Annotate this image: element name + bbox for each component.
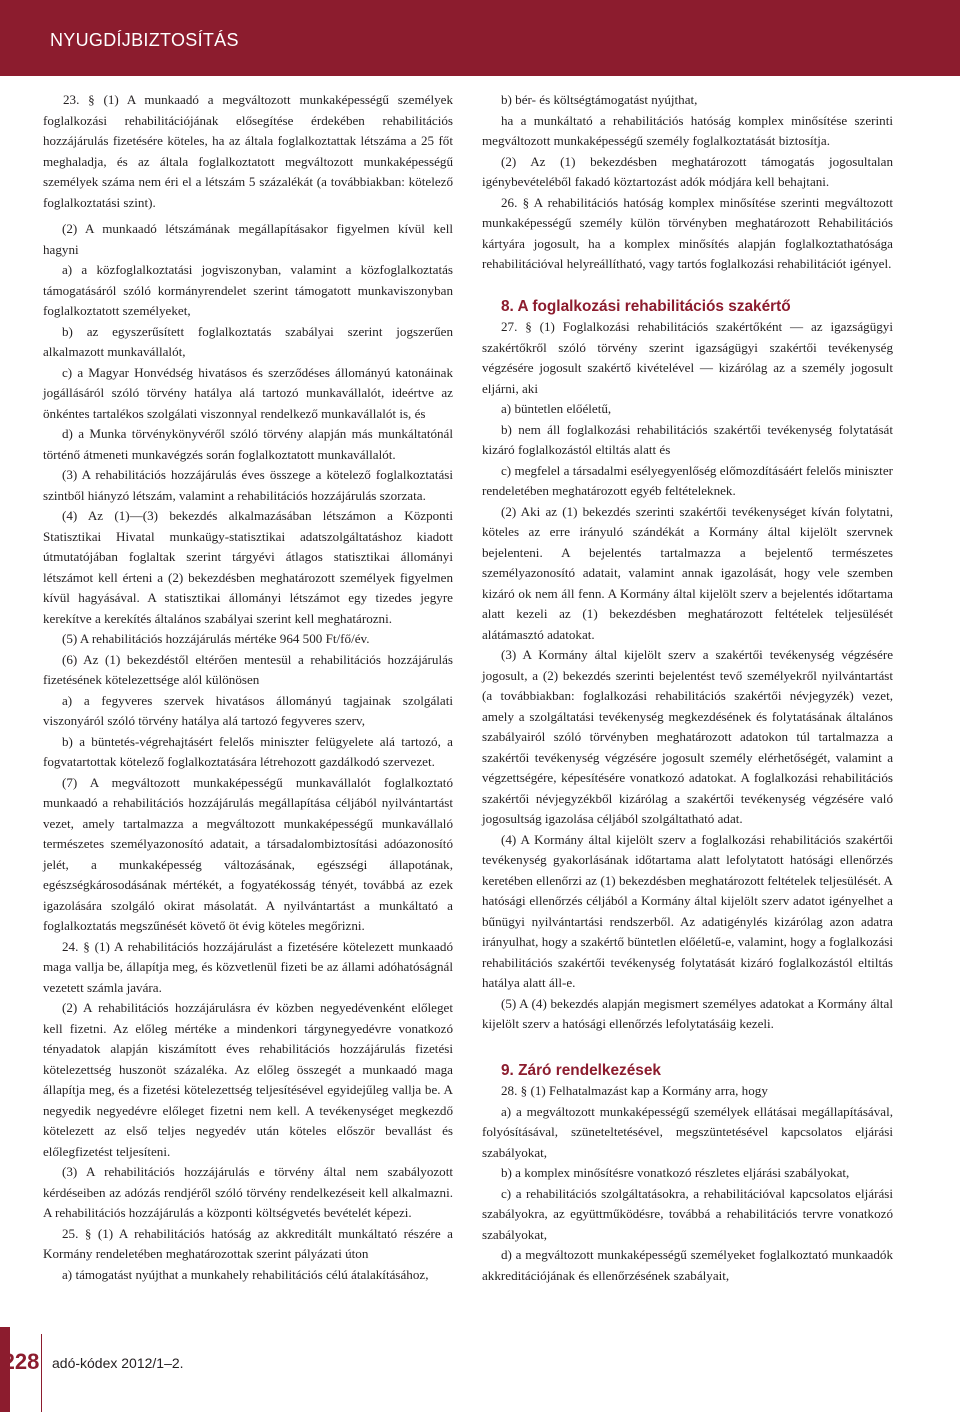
paragraph: (3) A rehabilitációs hozzájárulás éves összege a kötelező foglalkoztatási szintből hiányzó létszám, valamint a rehabilitációs hozzájárulás szorzata. <box>43 467 453 503</box>
paragraph: (2) Az (1) bekezdésben meghatározott támogatás jogosultalan igénybevételéből fakadó köztartozást adók módjára kell behajtani. <box>482 153 893 189</box>
paragraph: a) büntetlen előéletű, <box>501 401 612 416</box>
paragraph: d) a Munka törvénykönyvéről szóló törvény alapján más munkáltatónál történő átmeneti munkavégzés során foglalkoztatott munkavállalót. <box>43 426 453 462</box>
paragraph: a) a közfoglalkoztatási jogviszonyban, valamint a közfoglalkoztatás támogatásáról szóló kormányrendelet szerint támogatott munkaviszonyban foglalkoztatott személyeket, <box>43 262 453 318</box>
page-number: 228 <box>2 1349 40 1374</box>
paragraph: (3) A Kormány által kijelölt szerv a szakértői tevékenység végzésére jogosult, a (2) bekezdés szerinti bejelentést tevő személyekről nyilvántartást (a továbbiakban: foglalkozási rehabilitációs szakértői névjegyzék) vezet, amely a szolgáltatási tevékenység megkezdésének és folytatásának általános szabályairól szóló törvényben meghatározott adatokon túl tartalmazza a szakértői tevékenység végzésére jogosult személy elérhetőségét, valamint a végzettségére, képesítésére vonatkozó adatokat. A foglalkozási rehabilitációs szakértői névjegyzékből kizárólag a szakértői tevékenység végzésére való jogosultság igazolása céljából szolgáltatható adat. <box>482 647 893 826</box>
paragraph: (2) A rehabilitációs hozzájárulásra év közben negyedévenként előleget kell fizetni. Az előleg mértéke a mindenkori tárgynegyedévre vonatkozó tényadatok alapján kiszámított éves rehabilitációs hozzájárulás fizetési kötelezettség huszonöt százaléka. Az előleg összegét a munkaadó maga állapítja meg, és a fizetési kötelezettség teljesítésével egyidejűleg vallja be. A negyedik negyedévre előleget fizetni nem kell. A tevékenységet megkezdő kötelezett az első teljes negyedév után köteles először bevallást és előlegfizetést teljesíteni. <box>43 1000 453 1159</box>
section-title: NYUGDÍJBIZTOSÍTÁS <box>50 30 239 50</box>
paragraph: c) megfelel a társadalmi esélyegyenlőség előmozdításáért felelős miniszter rendeletében meghatározott egyéb feltételeknek. <box>482 462 893 498</box>
paragraph: b) az egyszerűsített foglalkoztatás szabályai szerint jogszerűen alkalmazott munkavállalót, <box>43 323 453 359</box>
paragraph: (2) A munkaadó létszámának megállapításakor figyelmen kívül kell hagyni <box>43 221 453 257</box>
paragraph: b) nem áll foglalkozási rehabilitációs szakértői tevékenység folytatását kizáró foglalkozástól eltiltás alatt és <box>482 421 893 457</box>
paragraph: 27. § (1) Foglalkozási rehabilitációs szakértőként — az igazságügyi szakértőkről szóló törvény szerint igazságügyi szakértői tevékenység végzésére jogosult szakértő kivételével — kizárólag az a személy jogosult eljárni, aki <box>482 319 893 396</box>
paragraph: 28. § (1) Felhatalmazást kap a Kormány arra, hogy <box>501 1083 768 1098</box>
paragraph: c) a rehabilitációs szolgáltatásokra, a rehabilitációval kapcsolatos eljárási szabályokra, az együttműködésre, továbbá a rehabilitációs tervre vonatkozó szabályokat, <box>482 1185 893 1242</box>
journal-name: adó-kódex 2012/1–2. <box>52 1355 184 1371</box>
paragraph: (4) A Kormány által kijelölt szerv a foglalkozási rehabilitációs szakértői tevékenység gyakorlásának időtartama alatt lefolytatott hatósági ellenőrzés keretében ellenőrzi az (1) bekezdésben meghatározott feltételek teljesülését. A hatósági ellenőrzés céljából a Kormány által kijelölt szerv adatot igényelhet a bűnügyi nyilvántartási rendszerből. Az adatigénylés kizárólag azon adatra irányulhat, hogy a szakértő büntetlen előéletű-e, valamint, hogy a foglalkozási rehabilitációs szakértői tevékenység folytatását kizáró foglalkozástól eltiltás hatálya alatt áll-e. <box>482 831 893 990</box>
right-column <box>482 90 893 1286</box>
left-column <box>43 90 453 1285</box>
paragraph: b) a büntetés-végrehajtásért felelős miniszter felügyelete alá tartozó, a fogvatartottak kötelező foglalkoztatására létrehozott gazdálkodó szervezet. <box>43 733 453 769</box>
paragraph: (5) A (4) bekezdés alapján megismert személyes adatokat a Kormány által kijelölt szerv a hatósági ellenőrzés lefolytatásáig kezeli. <box>482 995 893 1031</box>
paragraph: (3) A rehabilitációs hozzájárulás e törvény által nem szabályozott kérdéseiben az adózás rendjéről szóló törvény rendelkezéseit kell alkalmazni. A rehabilitációs hozzájárulás a központi költségvetés bevételét képezi. <box>43 1164 453 1220</box>
paragraph: (6) Az (1) bekezdéstől eltérően mentesül a rehabilitációs hozzájárulás fizetésének kötelezettsége alól különösen <box>43 651 453 687</box>
section-heading-8: 8. A foglalkozási rehabilitációs szakértő <box>501 297 791 315</box>
section-heading-9: 9. Záró rendelkezések <box>501 1061 661 1079</box>
paragraph: a) a megváltozott munkaképességű személyek ellátásai megállapításával, folyósításával, szüneteltetésével, megszüntetésével kapcsolatos eljárási szabályokat, <box>482 1103 893 1160</box>
paragraph: 24. § (1) A rehabilitációs hozzájárulást a fizetésére kötelezett munkaadó maga vallja be, állapítja meg, és közvetlenül fizeti be az állami adóhatóságnál vezetett számla javára. <box>43 938 453 995</box>
section-header-bar <box>0 0 960 76</box>
paragraph: 23. § (1) A munkaadó a megváltozott munkaképességű személyek foglalkozási rehabilitációjának elősegítése érdekében rehabilitációs hozzájárulás fizetésére köteles, ha az általa foglalkoztattak létszáma a 25 főt meghaladja, és az általa foglalkoztatott megváltozott munkaképességű személyek száma nem éri el a létszám 5 százalékát (a továbbiakban: kötelező foglalkoztatási szint). <box>43 92 453 210</box>
paragraph: b) bér- és költségtámogatást nyújthat, <box>501 92 698 107</box>
paragraph: (5) A rehabilitációs hozzájárulás mértéke 964 500 Ft/fő/év. <box>62 631 370 646</box>
paragraph: d) a megváltozott munkaképességű személyeket foglalkoztató munkaadók akkreditációjának és ellenőrzésének szabályait, <box>482 1247 893 1283</box>
paragraph: (2) Aki az (1) bekezdés szerinti szakértői tevékenységet kíván folytatni, köteles az erre irányuló szándékát a Kormány által kijelölt szervnek bejelenteni. A bejelentés tartalmazza a bejelentő természetes személyazonosító adatait, valamint annak igazolását, hogy vele szemben kizáró ok nem áll fenn. A Kormány által kijelölt szerv a bejelentés időtartama alatt kezeli az (1) bekezdésben meghatározott feltételek teljesülését alátámasztó adatokat. <box>482 503 893 642</box>
paragraph: b) a komplex minősítésre vonatkozó részletes eljárási szabályokat, <box>501 1165 850 1180</box>
paragraph: a) támogatást nyújthat a munkahely rehabilitációs célú átalakításához, <box>62 1266 429 1282</box>
paragraph: a) a fegyveres szervek hivatásos állományú tagjainak szolgálati viszonyáról szóló törvény hatálya alá tartozó fegyveres szerv, <box>43 692 453 728</box>
paragraph: 25. § (1) A rehabilitációs hatóság az akkreditált munkáltató részére a Kormány rendeletében meghatározottak szerint pályázati úton <box>43 1225 453 1261</box>
paragraph: c) a Magyar Honvédség hivatásos és szerződéses állományú katonáinak jogállásáról szóló törvény hatálya alá tartozó munkavállalót, ideértve az önkéntes tartalékos szolgálati viszonnyal rendelkező munkavállalót is, és <box>43 364 453 421</box>
paragraph: ha a munkáltató a rehabilitációs hatóság komplex minősítése szerinti megváltozott munkaképességű személy foglalkoztatását biztosítja. <box>482 112 893 148</box>
footer-divider <box>41 1334 42 1412</box>
paragraph: (7) A megváltozott munkaképességű munkavállalót foglalkoztató munkaadó a rehabilitációs hozzájárulás megállapítása céljából nyilvántartást vezet, amely tartalmazza a megváltozott munkaképességű munkavállaló természetes személyazonosító adatait, a társadalombiztosítási adóazonosító jelét, a munkaképesség változásának, egészségi állapotának, egészségkárosodásának mértékét, a fogyatékosság tényét, továbbá az ezek igazolására szolgáló okirat másolatát. A nyilvántartást a munkáltató a foglalkoztatás megszűnését követő öt évig köteles megőrizni. <box>43 774 453 933</box>
paragraph: (4) Az (1)—(3) bekezdés alkalmazásában létszámon a Központi Statisztikai Hivatal munkaügy-statisztikai adatszolgáltatáshoz kiadott útmutatójában foglaltak szerint tárgyévi átlagos statisztikai állományi létszámot kell érteni a (2) bekezdésben meghatározott személyek figyelmen kívül hagyásával. A statisztikai állományi létszámot egy tizedes jegyre kerekítve a kerekítés általános szabályai szerint kell meghatározni. <box>43 508 453 626</box>
paragraph: 26. § A rehabilitációs hatóság komplex minősítése szerinti megváltozott munkaképességű személy külön törvényben meghatározott Rehabilitációs kártyára jogosult, ha a komplex minősítés alapján foglalkoztathatósága rehabilitációval helyreállítható, vagy tartós foglalkozási rehabilitációt igényel. <box>482 194 893 271</box>
